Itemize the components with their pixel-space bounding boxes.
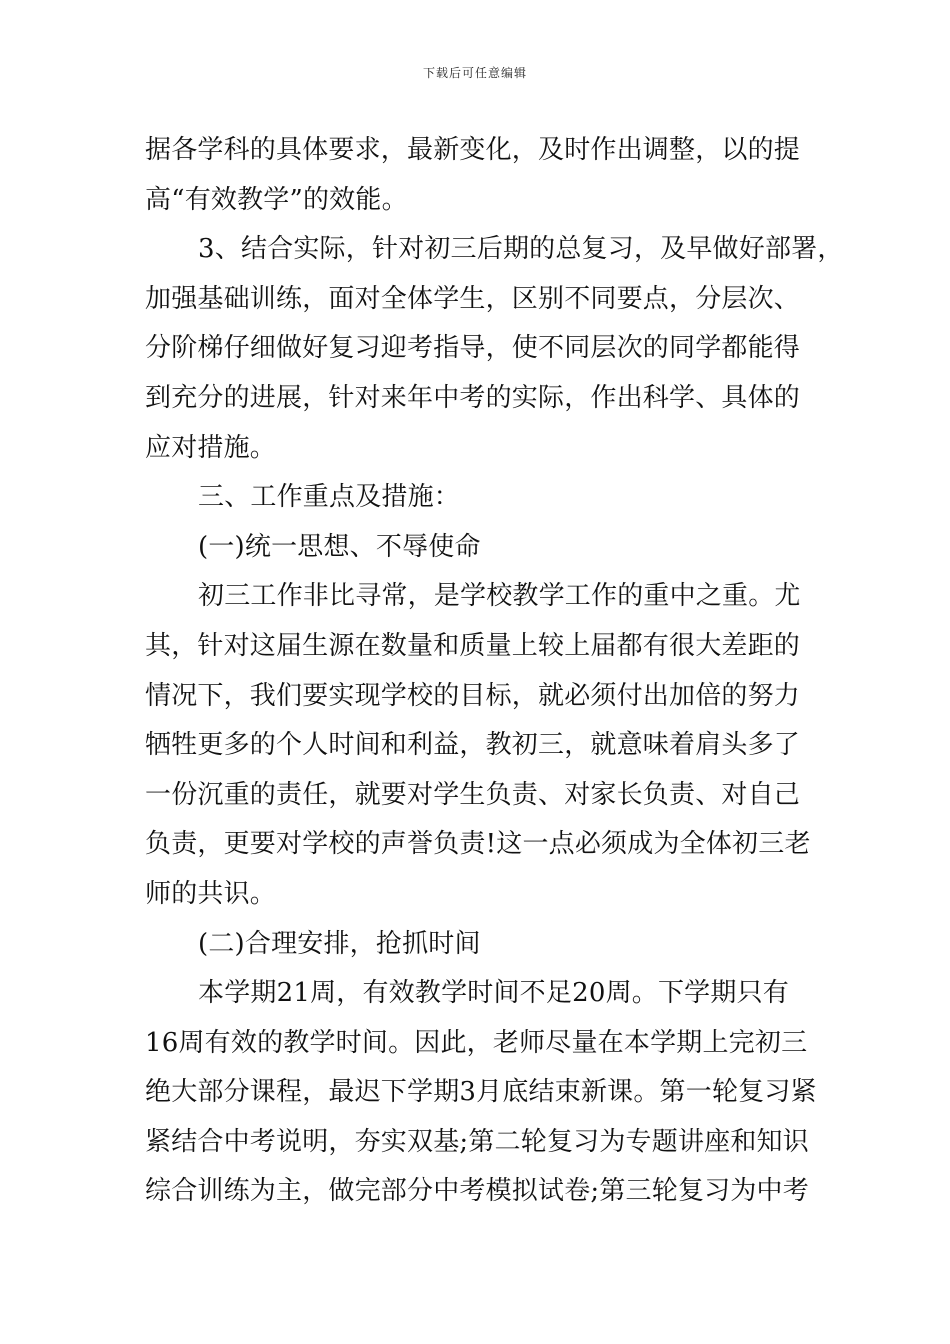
text-line: 牺牲更多的个人时间和利益，教初三，就意味着肩头多了 <box>145 730 801 761</box>
text-line: 一份沉重的责任，就要对学生负责、对家长负责、对自己 <box>145 779 801 810</box>
text-line: 情况下，我们要实现学校的目标，就必须付出加倍的努力 <box>145 680 801 711</box>
text-line: 到充分的进展，针对来年中考的实际，作出科学、具体的 <box>145 382 801 413</box>
text-line: 其，针对这届生源在数量和质量上较上届都有很大差距的 <box>145 630 801 661</box>
section-heading: 三、工作重点及措施： <box>198 482 461 513</box>
text-line: 初三工作非比寻常，是学校教学工作的重中之重。尤 <box>198 581 801 612</box>
subsection-heading: (二)合理安排，抢抓时间 <box>198 928 481 959</box>
text-line: 据各学科的具体要求，最新变化，及时作出调整，以的提 <box>145 135 801 165</box>
text-line: 高“有效教学”的效能。 <box>145 184 408 215</box>
text-line: 本学期21周，有效教学时间不足20周。下学期只有 <box>198 978 789 1009</box>
text-line: 紧结合中考说明，夯实双基;第二轮复习为专题讲座和知识 <box>145 1126 809 1157</box>
page-header: 下载后可任意编辑 <box>422 66 527 80</box>
text-line: 综合训练为主，做完部分中考模拟试卷;第三轮复习为中考 <box>145 1176 809 1207</box>
text-line: 加强基础训练，面对全体学生，区别不同要点，分层次、 <box>145 283 801 314</box>
text-line: 应对措施。 <box>145 432 277 463</box>
subsection-heading: (一)统一思想、不辱使命 <box>198 531 481 562</box>
text-line: 负责，更要对学校的声誉负责!这一点必须成为全体初三老 <box>145 829 811 860</box>
text-line: 绝大部分课程，最迟下学期3月底结束新课。第一轮复习紧 <box>145 1077 817 1108</box>
text-line: 分阶梯仔细做好复习迎考指导，使不同层次的同学都能得 <box>145 333 801 364</box>
text-line: 师的共识。 <box>145 878 277 909</box>
text-line: 3、结合实际，针对初三后期的总复习，及早做好部署， <box>198 234 844 265</box>
text-line: 16周有效的教学时间。因此，老师尽量在本学期上完初三 <box>145 1027 808 1058</box>
document-body <box>145 126 844 1217</box>
